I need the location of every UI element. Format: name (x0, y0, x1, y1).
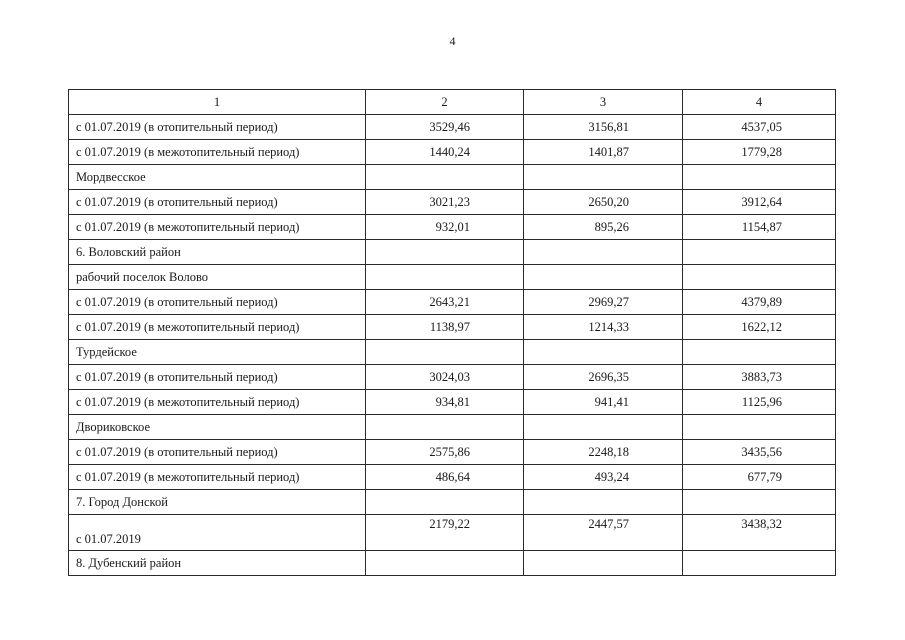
value-cell-col3: 493,24 (524, 465, 683, 490)
row-label: с 01.07.2019 (в межотопительный период) (69, 390, 366, 415)
table-row (69, 315, 836, 340)
table-row-section (69, 240, 836, 265)
column-header-3: 3 (524, 90, 683, 115)
value-cell-col4 (683, 415, 836, 440)
value-cell-col4: 1622,12 (683, 315, 836, 340)
table-row-section (69, 265, 836, 290)
value-cell-col3: 2969,27 (524, 290, 683, 315)
value-cell-col2 (366, 490, 524, 515)
value-cell-col3 (524, 340, 683, 365)
value-cell-col2 (366, 165, 524, 190)
value-cell-col3: 2447,57 (524, 515, 683, 551)
row-label: с 01.07.2019 (69, 515, 366, 551)
value-cell-col4 (683, 340, 836, 365)
value-cell-col2: 1138,97 (366, 315, 524, 340)
value-cell-col4: 1779,28 (683, 140, 836, 165)
value-cell-col4 (683, 165, 836, 190)
row-label: 8. Дубенский район (69, 551, 366, 576)
value-cell-col2 (366, 240, 524, 265)
row-label: с 01.07.2019 (в отопительный период) (69, 440, 366, 465)
value-cell-col4: 4537,05 (683, 115, 836, 140)
value-cell-col2 (366, 265, 524, 290)
value-cell-col4: 1154,87 (683, 215, 836, 240)
value-cell-col2 (366, 340, 524, 365)
value-cell-col4 (683, 265, 836, 290)
row-label: Мордвесское (69, 165, 366, 190)
value-cell-col4 (683, 490, 836, 515)
value-cell-col2: 486,64 (366, 465, 524, 490)
value-cell-col4: 3438,32 (683, 515, 836, 551)
value-cell-col3 (524, 551, 683, 576)
value-cell-col2: 2179,22 (366, 515, 524, 551)
value-cell-col3: 1214,33 (524, 315, 683, 340)
value-cell-col4 (683, 240, 836, 265)
value-cell-col2: 3529,46 (366, 115, 524, 140)
row-label: с 01.07.2019 (в межотопительный период) (69, 215, 366, 240)
value-cell-col2: 932,01 (366, 215, 524, 240)
row-label: с 01.07.2019 (в межотопительный период) (69, 465, 366, 490)
column-header-2: 2 (366, 90, 524, 115)
value-cell-col4: 4379,89 (683, 290, 836, 315)
value-cell-col2: 934,81 (366, 390, 524, 415)
table-row (69, 190, 836, 215)
column-header-1: 1 (69, 90, 366, 115)
value-cell-col3: 3156,81 (524, 115, 683, 140)
table-row-section (69, 551, 836, 576)
value-cell-col4: 3883,73 (683, 365, 836, 390)
value-cell-col3 (524, 265, 683, 290)
table-row (69, 115, 836, 140)
row-label: с 01.07.2019 (в отопительный период) (69, 115, 366, 140)
value-cell-col3: 895,26 (524, 215, 683, 240)
row-label: с 01.07.2019 (в отопительный период) (69, 290, 366, 315)
table-row-section (69, 340, 836, 365)
value-cell-col3: 2696,35 (524, 365, 683, 390)
table-row-section (69, 415, 836, 440)
table-row (69, 215, 836, 240)
value-cell-col3: 2248,18 (524, 440, 683, 465)
table-row (69, 390, 836, 415)
value-cell-col3 (524, 415, 683, 440)
table-row (69, 365, 836, 390)
value-cell-col2 (366, 551, 524, 576)
value-cell-col3: 941,41 (524, 390, 683, 415)
table-row (69, 140, 836, 165)
row-label: рабочий поселок Волово (69, 265, 366, 290)
row-label: с 01.07.2019 (в межотопительный период) (69, 140, 366, 165)
row-label: 6. Воловский район (69, 240, 366, 265)
value-cell-col3 (524, 490, 683, 515)
value-cell-col4: 677,79 (683, 465, 836, 490)
column-header-4: 4 (683, 90, 836, 115)
table-row-section (69, 165, 836, 190)
table-row (69, 465, 836, 490)
value-cell-col2: 3021,23 (366, 190, 524, 215)
table-row (69, 290, 836, 315)
value-cell-col3 (524, 240, 683, 265)
row-label: 7. Город Донской (69, 490, 366, 515)
row-label: с 01.07.2019 (в отопительный период) (69, 365, 366, 390)
value-cell-col3: 2650,20 (524, 190, 683, 215)
row-label: с 01.07.2019 (в отопительный период) (69, 190, 366, 215)
value-cell-col2: 2643,21 (366, 290, 524, 315)
value-cell-col4: 3912,64 (683, 190, 836, 215)
value-cell-col4 (683, 551, 836, 576)
value-cell-col2: 2575,86 (366, 440, 524, 465)
table-row-section (69, 490, 836, 515)
value-cell-col2 (366, 415, 524, 440)
value-cell-col4: 3435,56 (683, 440, 836, 465)
table-row (69, 515, 836, 551)
row-label: Двориковское (69, 415, 366, 440)
table-header-row (69, 90, 836, 115)
row-label: Турдейское (69, 340, 366, 365)
value-cell-col3: 1401,87 (524, 140, 683, 165)
table-row (69, 440, 836, 465)
value-cell-col4: 1125,96 (683, 390, 836, 415)
value-cell-col2: 1440,24 (366, 140, 524, 165)
value-cell-col2: 3024,03 (366, 365, 524, 390)
page-number: 4 (449, 34, 456, 48)
row-label: с 01.07.2019 (в межотопительный период) (69, 315, 366, 340)
tariff-table (68, 89, 836, 576)
value-cell-col3 (524, 165, 683, 190)
